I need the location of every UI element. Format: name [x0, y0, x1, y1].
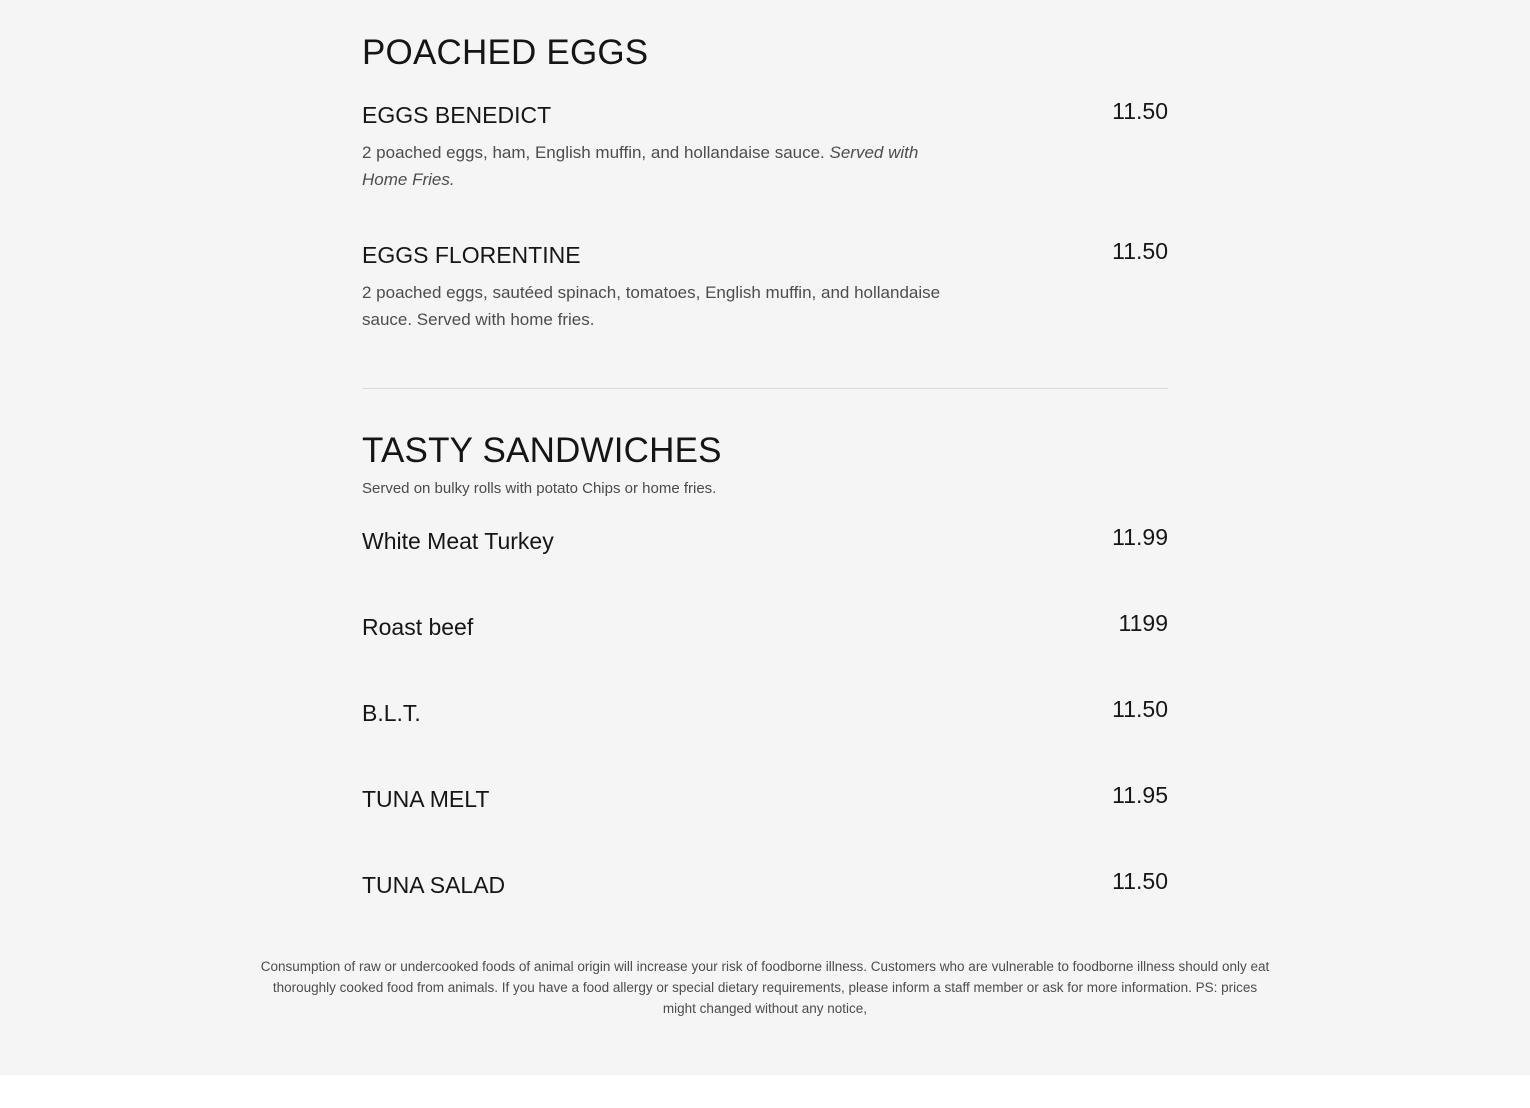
menu-item-description-text: 2 poached eggs, ham, English muffin, and hollandaise sauce.: [362, 143, 830, 162]
section-title-tasty-sandwiches: TASTY SANDWICHES: [362, 431, 722, 470]
menu-item-price: 11.99: [1112, 524, 1168, 550]
menu-item-price: 11.50: [1112, 238, 1168, 264]
menu-item-name: White Meat Turkey: [362, 528, 554, 554]
section-subtitle: Served on bulky rolls with potato Chips or home fries.: [362, 480, 717, 497]
menu-item-price: 11.50: [1112, 98, 1168, 124]
section-title-poached-eggs: POACHED EGGS: [362, 33, 649, 72]
menu-item-name: TUNA SALAD: [362, 872, 506, 898]
menu-item-name: EGGS BENEDICT: [362, 102, 552, 128]
menu-item-description-italic: Served with Home Fries.: [362, 143, 919, 189]
menu-item-price: 11.95: [1112, 782, 1168, 808]
section-divider: [362, 388, 1168, 389]
menu-item-description: [362, 139, 952, 193]
menu-item-name: B.L.T.: [362, 700, 421, 726]
menu-item-price: 11.50: [1112, 868, 1168, 894]
menu-item-name: EGGS FLORENTINE: [362, 242, 581, 268]
food-safety-disclaimer: Consumption of raw or undercooked foods of animal origin will increase your risk of foodborne illness. Customers who are vulnerable to foodborne illness should only eat thoroughly cooked food from animals. If you have a food allergy or special dietary requirements, please inform a staff member or ask for more information. PS: prices might changed without any notice,: [260, 959, 1270, 1016]
menu-item-name: Roast beef: [362, 614, 474, 640]
menu-item-price: 1199: [1118, 610, 1168, 636]
menu-item-description: 2 poached eggs, sautéed spinach, tomatoes, English muffin, and hollandaise sauce. Served with home fries.: [362, 283, 941, 329]
menu-item-name: TUNA MELT: [362, 786, 490, 812]
menu-item-price: 11.50: [1112, 696, 1168, 722]
